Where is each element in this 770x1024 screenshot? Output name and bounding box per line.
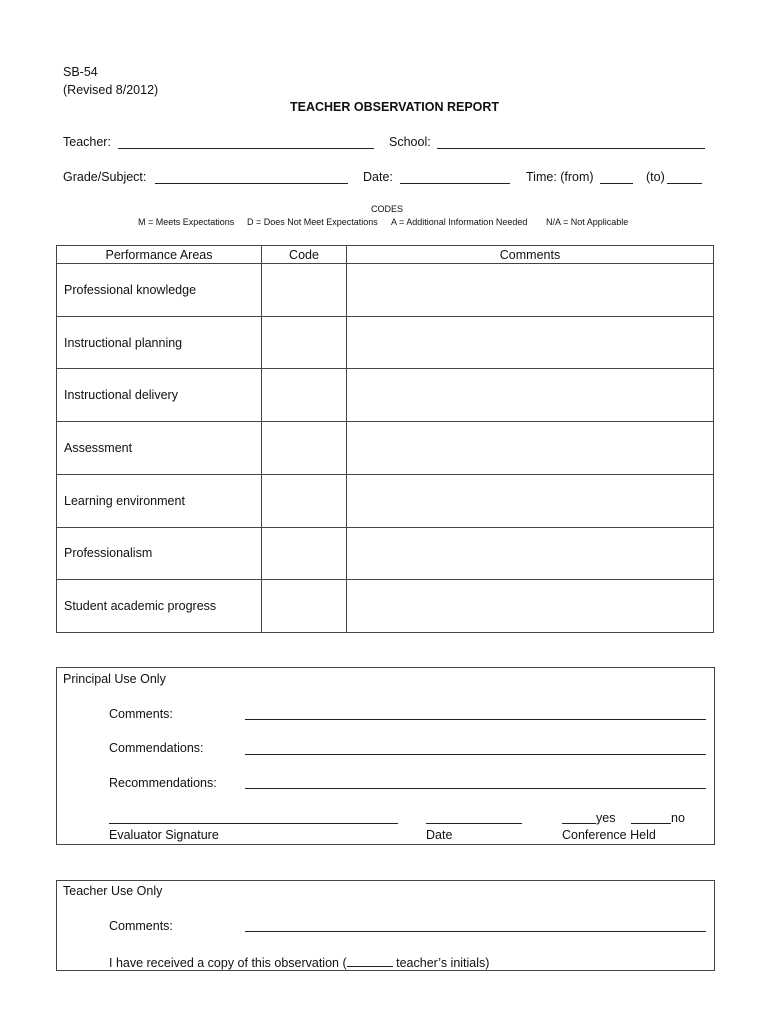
table-row — [57, 580, 714, 633]
code-meets: M = Meets Expectations — [138, 217, 235, 227]
performance-area-label: Student academic progress — [57, 580, 262, 633]
principal-comments-field[interactable] — [245, 719, 706, 720]
principal-use-heading: Principal Use Only — [63, 672, 166, 686]
teacher-use-heading: Teacher Use Only — [63, 884, 163, 898]
code-cell[interactable] — [262, 316, 347, 369]
teacher-initials-field[interactable] — [347, 954, 393, 967]
comments-cell[interactable] — [347, 369, 714, 422]
table-row — [57, 474, 714, 527]
teacher-comments-field[interactable] — [245, 931, 706, 932]
code-cell[interactable] — [262, 369, 347, 422]
table-row — [57, 527, 714, 580]
column-header-performance-areas: Performance Areas — [57, 246, 262, 264]
table-row — [57, 369, 714, 422]
grade-subject-field[interactable] — [155, 183, 348, 184]
code-cell[interactable] — [262, 422, 347, 475]
time-from-label: Time: (from) — [526, 170, 594, 184]
comments-cell[interactable] — [347, 527, 714, 580]
school-label: School: — [389, 135, 431, 149]
acknowledgement-line — [109, 954, 489, 970]
performance-area-label: Assessment — [57, 422, 262, 475]
codes-heading: CODES — [371, 204, 404, 214]
teacher-field[interactable] — [118, 148, 374, 149]
column-header-code: Code — [262, 246, 347, 264]
acknowledgement-suffix: teacher’s initials) — [392, 956, 490, 970]
yes-label: yes — [596, 811, 616, 825]
commendations-field[interactable] — [245, 754, 706, 755]
evaluator-signature-field[interactable] — [109, 823, 398, 824]
comments-cell[interactable] — [347, 422, 714, 475]
revision-date: (Revised 8/2012) — [63, 83, 159, 97]
form-number: SB-54 — [63, 65, 98, 79]
comments-cell[interactable] — [347, 316, 714, 369]
time-to-label: (to) — [646, 170, 665, 184]
table-row — [57, 422, 714, 475]
time-to-field[interactable] — [667, 183, 702, 184]
page-title: TEACHER OBSERVATION REPORT — [290, 100, 500, 114]
conference-held-label: Conference Held — [562, 828, 656, 842]
performance-area-label: Professional knowledge — [57, 264, 262, 317]
code-additional: A = Additional Information Needed — [391, 217, 528, 227]
commendations-label: Commendations: — [109, 741, 204, 755]
comments-cell[interactable] — [347, 474, 714, 527]
conference-yes-field[interactable] — [562, 823, 596, 824]
code-cell[interactable] — [262, 527, 347, 580]
comments-cell[interactable] — [347, 264, 714, 317]
performance-area-label: Learning environment — [57, 474, 262, 527]
grade-subject-label: Grade/Subject: — [63, 170, 147, 184]
date-field[interactable] — [400, 183, 510, 184]
code-not-applicable: N/A = Not Applicable — [546, 217, 629, 227]
no-label: no — [671, 811, 685, 825]
code-cell[interactable] — [262, 580, 347, 633]
evaluation-date-field[interactable] — [426, 823, 522, 824]
performance-table — [56, 245, 714, 633]
evaluator-signature-label: Evaluator Signature — [109, 828, 219, 842]
table-header-row — [57, 246, 714, 264]
date-label: Date: — [363, 170, 393, 184]
school-field[interactable] — [437, 148, 705, 149]
teacher-comments-label: Comments: — [109, 919, 173, 933]
table-row — [57, 264, 714, 317]
signature-date-label: Date — [426, 828, 453, 842]
code-cell[interactable] — [262, 474, 347, 527]
comments-cell[interactable] — [347, 580, 714, 633]
principal-comments-label: Comments: — [109, 707, 173, 721]
time-from-field[interactable] — [600, 183, 633, 184]
performance-area-label: Instructional planning — [57, 316, 262, 369]
acknowledgement-prefix: I have received a copy of this observation ( — [109, 956, 347, 970]
table-row — [57, 316, 714, 369]
recommendations-field[interactable] — [245, 788, 706, 789]
performance-area-label: Instructional delivery — [57, 369, 262, 422]
performance-area-label: Professionalism — [57, 527, 262, 580]
column-header-comments: Comments — [347, 246, 714, 264]
recommendations-label: Recommendations: — [109, 776, 217, 790]
principal-use-section — [56, 667, 715, 845]
conference-no-field[interactable] — [631, 823, 671, 824]
code-does-not-meet: D = Does Not Meet Expectations — [247, 217, 378, 227]
teacher-label: Teacher: — [63, 135, 111, 149]
code-cell[interactable] — [262, 264, 347, 317]
